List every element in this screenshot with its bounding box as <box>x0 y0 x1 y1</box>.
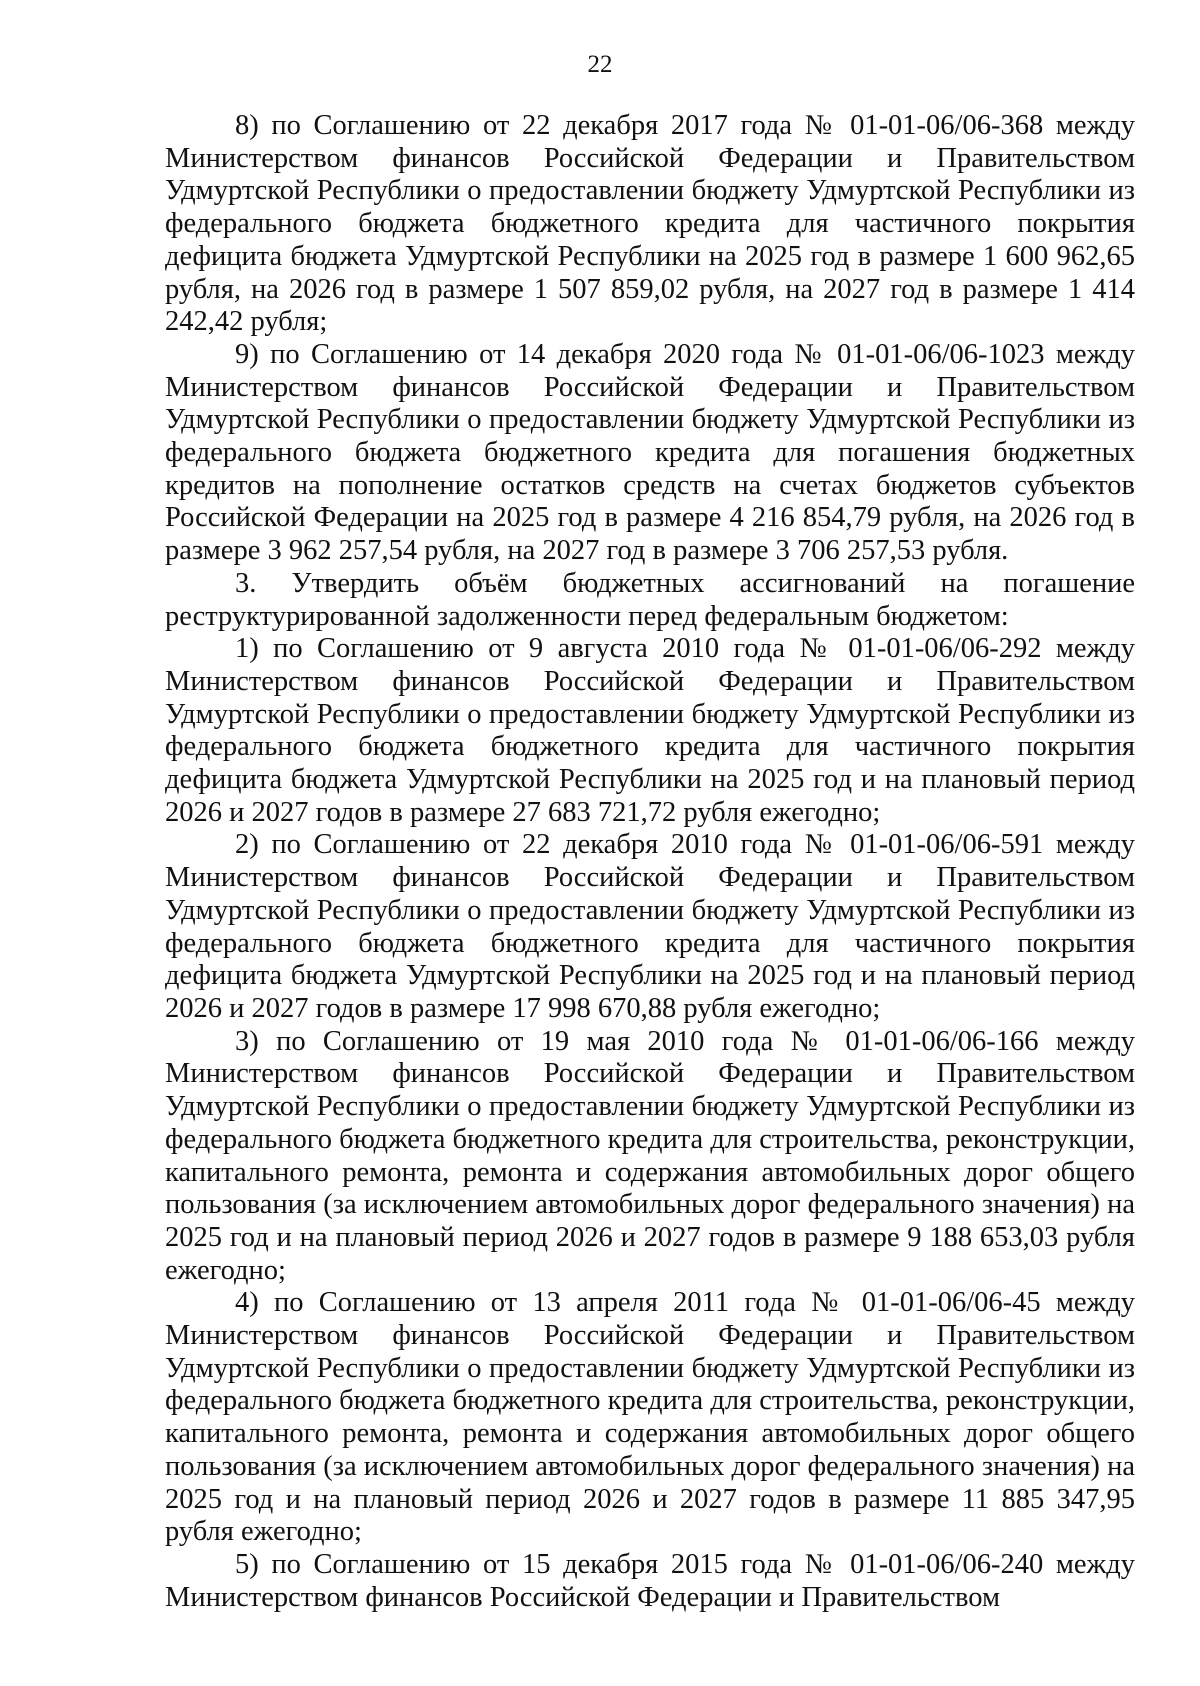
paragraph-item-5: 5) по Соглашению от 15 декабря 2015 года № 01-01-06/06-240 между Министерством финансов Российской Федерации и Правительством <box>165 1548 1135 1613</box>
paragraph-item-2: 2) по Соглашению от 22 декабря 2010 года № 01-01-06/06-591 между Министерством финансов Российской Федерации и Правительством Удмуртской Республики о предоставлении бюджету Удмуртской Республики из федерального бюджета бюджетного кредита для частичного покрытия дефицита бюджета Удмуртской Республики на 2025 год и на плановый период 2026 и 2027 годов в размере 17 998 670,88 рубля ежегодно; <box>165 829 1135 1024</box>
paragraph-item-3: 3) по Соглашению от 19 мая 2010 года № 01-01-06/06-166 между Министерством финансов Российской Федерации и Правительством Удмуртской Республики о предоставлении бюджету Удмуртской Республики из федерального бюджета бюджетного кредита для строительства, реконструкции, капитального ремонта, ремонта и содержания автомобильных дорог общего пользования (за исключением автомобильных дорог федерального значения) на 2025 год и на плановый период 2026 и 2027 годов в размере 9 188 653,03 рубля ежегодно; <box>165 1025 1136 1286</box>
document-body <box>165 110 1135 1614</box>
paragraph-item-9: 9) по Соглашению от 14 декабря 2020 года № 01-01-06/06-1023 между Министерством финансов Российской Федерации и Правительством Удмуртской Республики о предоставлении бюджету Удмуртской Республики из федерального бюджета бюджетного кредита для погашения бюджетных кредитов на пополнение остатков средств на счетах бюджетов субъектов Российской Федерации на 2025 год в размере 4 216 854,79 рубля, на 2026 год в размере 3 962 257,54 рубля, на 2027 год в размере 3 706 257,53 рубля. <box>165 338 1135 567</box>
page-number: 22 <box>587 51 613 78</box>
paragraph-item-1: 1) по Соглашению от 9 августа 2010 года № 01-01-06/06-292 между Министерством финансов Российской Федерации и Правительством Удмуртской Республики о предоставлении бюджету Удмуртской Республики из федерального бюджета бюджетного кредита для частичного покрытия дефицита бюджета Удмуртской Республики на 2025 год и на плановый период 2026 и 2027 годов в размере 27 683 721,72 рубля ежегодно; <box>165 633 1135 828</box>
paragraph-item-8: 8) по Соглашению от 22 декабря 2017 года № 01-01-06/06-368 между Министерством финансов Российской Федерации и Правительством Удмуртской Республики о предоставлении бюджету Удмуртской Республики из федерального бюджета бюджетного кредита для частичного покрытия дефицита бюджета Удмуртской Республики на 2025 год в размере 1 600 962,65 рубля, на 2026 год в размере 1 507 859,02 рубля, на 2027 год в размере 1 414 242,42 рубля; <box>165 110 1135 338</box>
paragraph-item-4: 4) по Соглашению от 13 апреля 2011 года № 01-01-06/06-45 между Министерством финансов Российской Федерации и Правительством Удмуртской Республики о предоставлении бюджету Удмуртской Республики из федерального бюджета бюджетного кредита для строительства, реконструкции, капитального ремонта, ремонта и содержания автомобильных дорог общего пользования (за исключением автомобильных дорог федерального значения) на 2025 год и на плановый период 2026 и 2027 годов в размере 11 885 347,95 рубля ежегодно; <box>165 1287 1136 1548</box>
paragraph-section-3: 3. Утвердить объём бюджетных ассигнований на погашение реструктурированной задолженности перед федеральным бюджетом: <box>165 567 1135 632</box>
